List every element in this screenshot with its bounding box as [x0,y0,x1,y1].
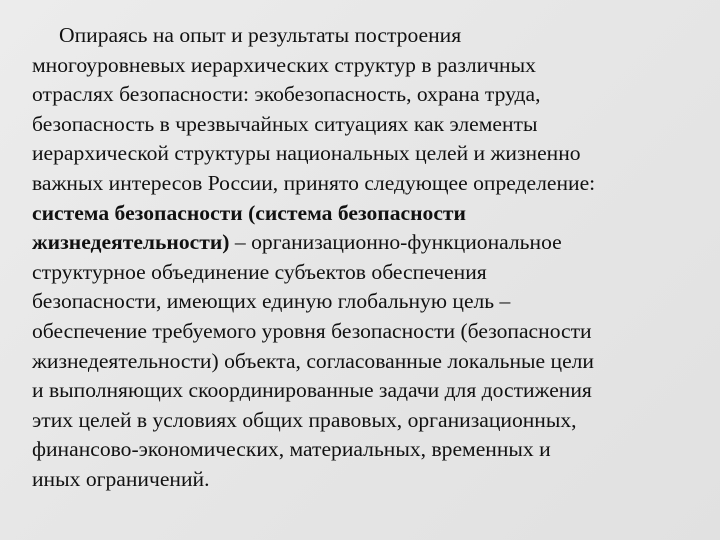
text-line: иных ограничений. [32,466,210,491]
text-line: финансово-экономических, материальных, временных и [32,437,551,462]
definition-paragraph [32,21,687,495]
definition-term-line: система безопасности (система безопасности [32,200,466,225]
text-line: жизнедеятельности) объекта, согласованные локальные цели [32,348,594,373]
definition-text: – организационно-функциональное [229,230,562,255]
text-line: обеспечение требуемого уровня безопасности (безопасности [32,318,592,343]
text-line: безопасность в чрезвычайных ситуациях как элементы [32,111,538,136]
text-line: этих целей в условиях общих правовых, организационных, [32,407,577,432]
text-line: безопасности, имеющих единую глобальную цель – [32,289,511,314]
text-line: отраслях безопасности: экобезопасность, охрана труда, [32,82,541,107]
definition-term-continuation-line [32,228,687,258]
text-line: многоуровневых иерархических структур в различных [32,52,536,77]
text-line: и выполняющих скоординированные задачи для достижения [32,378,592,403]
text-line: Опираясь на опыт и результаты построения [59,23,462,47]
text-line: структурное объединение субъектов обеспечения [32,259,487,284]
text-line: иерархической структуры национальных целей и жизненно [32,141,581,166]
definition-term-text: жизнедеятельности) [32,230,230,255]
text-line: важных интересов России, принято следующее определение: [32,170,596,195]
